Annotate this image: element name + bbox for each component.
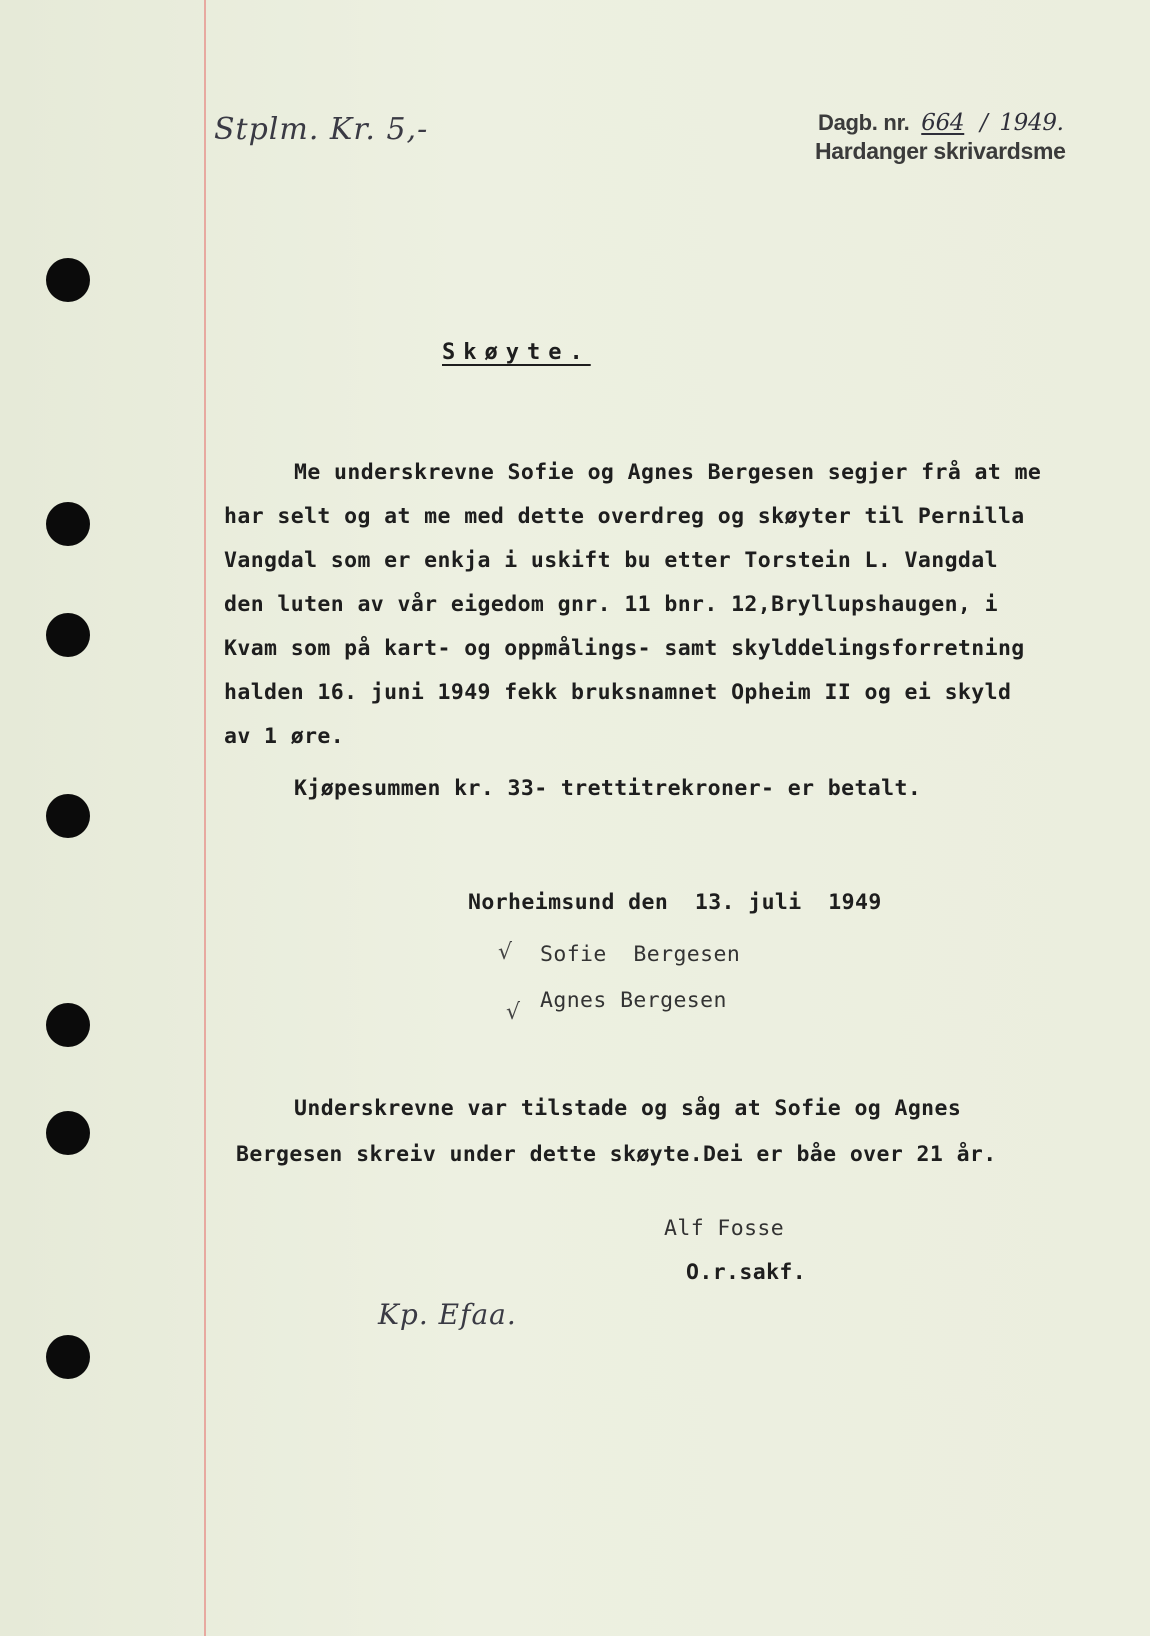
handwritten-fee: Stplm. Kr. 5,- (214, 112, 429, 147)
handwritten-note: Kp. Efaa. (378, 1298, 517, 1331)
stamp-office: Hardanger skrivardsme (815, 138, 1066, 164)
body-line: har selt og at me med dette overdreg og skøyter til Pernilla (224, 504, 1025, 529)
check-mark: √ (506, 1000, 521, 1025)
punch-hole (46, 794, 90, 838)
body-line: Kvam som på kart- og oppmålings- samt skylddelingsforretning (224, 636, 1025, 661)
stamp-prefix: Dagb. nr. (818, 110, 910, 135)
price-line: Kjøpesummen kr. 33- trettitrekroner- er betalt. (294, 776, 922, 801)
body-line: den luten av vår eigedom gnr. 11 bnr. 12,Bryllupshaugen, i (224, 592, 998, 617)
punch-hole (46, 1111, 90, 1155)
place-date: Norheimsund den 13. juli 1949 (468, 890, 882, 915)
document-title: Skøyte. (442, 340, 591, 365)
margin-rule (204, 0, 206, 1636)
registry-stamp (818, 110, 1064, 136)
punch-hole (46, 1003, 90, 1047)
stamp-number: 664 (921, 110, 965, 136)
signature-sofie: Sofie Bergesen (540, 942, 741, 967)
punch-hole (46, 258, 90, 302)
check-mark: √ (498, 940, 513, 965)
body-line: halden 16. juni 1949 fekk bruksnamnet Opheim II og ei skyld (224, 680, 1012, 705)
punch-hole (46, 502, 90, 546)
witness-title: O.r.sakf. (686, 1260, 807, 1285)
signature-agnes: Agnes Bergesen (540, 988, 727, 1013)
body-line: Vangdal som er enkja i uskift bu etter Torstein L. Vangdal (224, 548, 998, 573)
stamp-separator: / (980, 110, 988, 136)
punch-hole (46, 1335, 90, 1379)
body-line: Me underskrevne Sofie og Agnes Bergesen segjer frå at me (294, 460, 1042, 485)
punch-hole (46, 613, 90, 657)
body-line: av 1 øre. (224, 724, 345, 749)
witness-line: Bergesen skreiv under dette skøyte.Dei er båe over 21 år. (236, 1142, 997, 1167)
witness-name: Alf Fosse (664, 1216, 785, 1241)
witness-line: Underskrevne var tilstade og såg at Sofie og Agnes (294, 1096, 962, 1121)
stamp-year: 1949. (999, 110, 1064, 136)
